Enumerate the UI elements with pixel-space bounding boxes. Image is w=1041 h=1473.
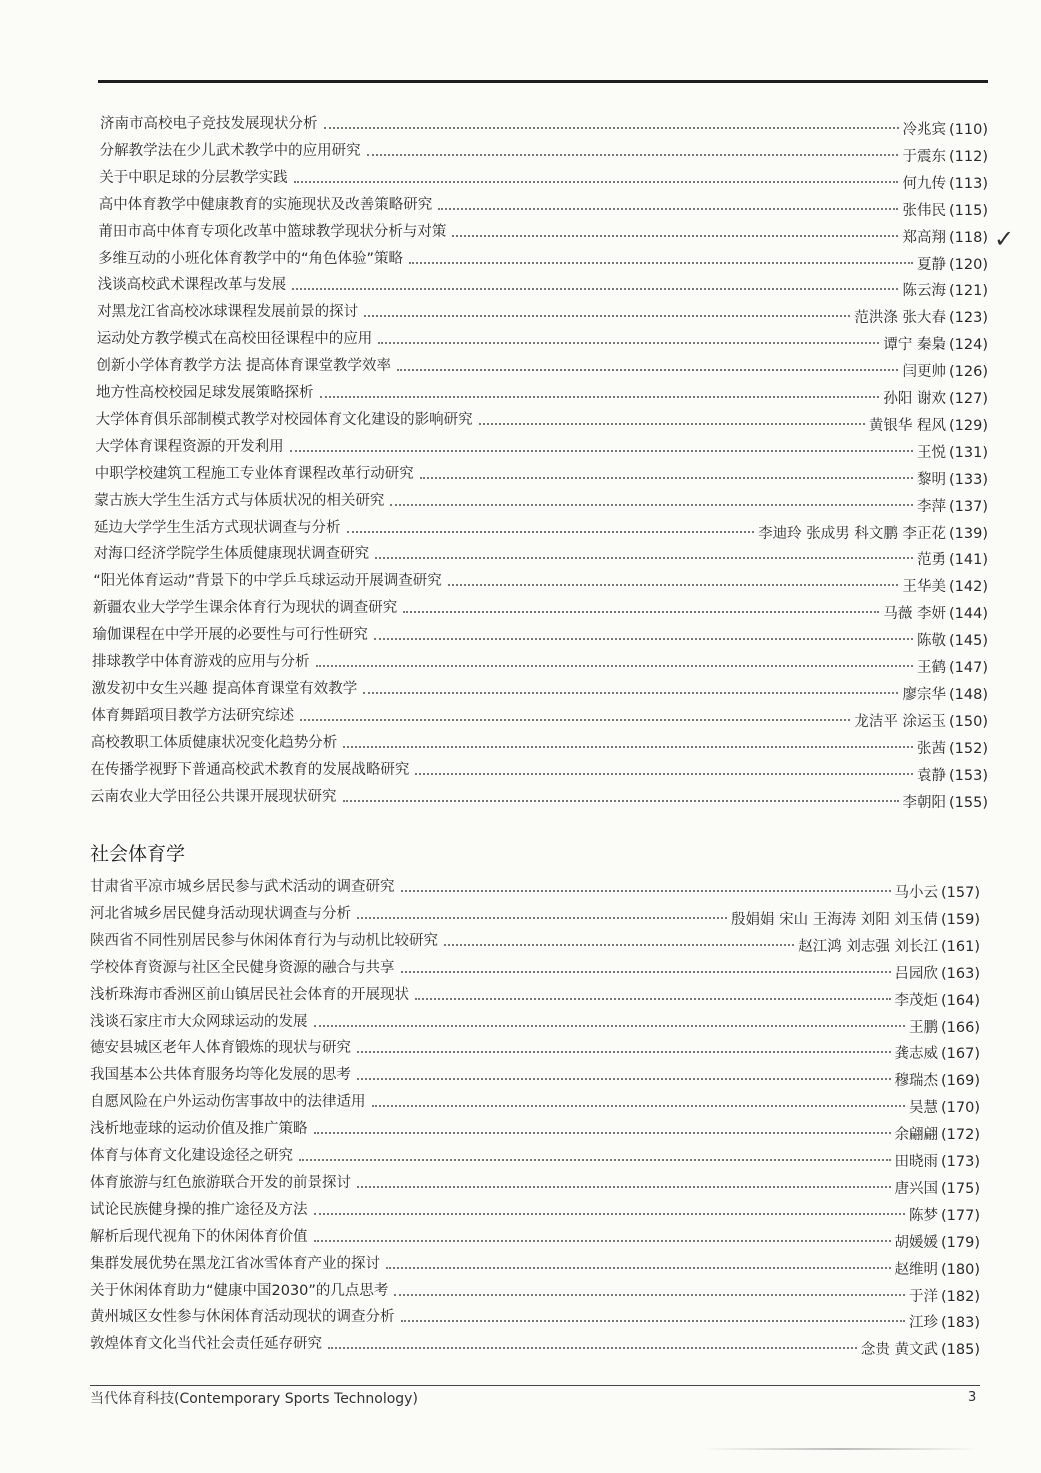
toc-entry	[90, 1006, 980, 1036]
toc-entry	[90, 1194, 980, 1224]
top-rule	[98, 80, 988, 83]
entry-page: (164)	[941, 992, 980, 1009]
entry-title: 试论民族健身操的推广途径及方法	[90, 1201, 308, 1218]
dot-leader	[438, 208, 898, 210]
entry-page: (137)	[948, 498, 988, 515]
toc-entry	[90, 1167, 980, 1197]
footer-journal-title: 当代体育科技(Contemporary Sports Technology)	[90, 1391, 418, 1407]
entry-page: (131)	[948, 444, 988, 461]
toc-entry	[90, 1113, 980, 1144]
toc-entry	[90, 1140, 980, 1170]
entry-page: (152)	[948, 740, 988, 757]
entry-author: 余翩翩	[894, 1127, 938, 1144]
toc-entry	[90, 979, 980, 1009]
entry-page: (179)	[941, 1234, 980, 1251]
entry-page: (133)	[948, 471, 988, 488]
entry-page: (141)	[948, 552, 988, 569]
entry-page: (145)	[948, 633, 988, 650]
dot-leader	[292, 288, 898, 290]
entry-title: 新疆农业大学学生课余体育行为现状的调查研究	[92, 600, 398, 617]
entry-page: (121)	[948, 283, 988, 300]
dot-leader	[479, 423, 865, 425]
dot-leader	[448, 584, 899, 586]
toc-entry	[90, 952, 980, 982]
entry-title: 自愿风险在户外运动伤害事故中的法律适用	[90, 1094, 366, 1111]
entry-page: (155)	[949, 794, 988, 811]
toc-entry	[90, 898, 980, 928]
dot-leader	[357, 1186, 891, 1188]
entry-author: 赵维明	[894, 1261, 938, 1278]
entry-author: 王鹤	[917, 660, 946, 676]
entry-page: (112)	[948, 148, 988, 165]
entry-title: 莆田市高中体育专项化改革中篮球教学现状分析与对策	[98, 223, 447, 240]
entry-page: (173)	[941, 1154, 980, 1170]
entry-page: (153)	[948, 767, 988, 784]
entry-title: 瑜伽课程在中学开展的必要性与可行性研究	[92, 627, 368, 644]
entry-author: 田晓雨	[894, 1154, 938, 1170]
entry-page: (166)	[941, 1019, 980, 1036]
toc-entry	[94, 485, 988, 515]
check-mark-icon: ✓	[994, 225, 1015, 253]
dot-leader	[415, 998, 891, 1000]
footer-rule	[90, 1385, 980, 1386]
entry-title: “阳光体育运动”背景下的中学乒乓球运动开展调查研究	[93, 573, 442, 590]
dot-leader	[314, 1213, 906, 1215]
dot-leader	[299, 1159, 891, 1161]
entry-author: 王悦	[916, 444, 946, 461]
dot-leader	[357, 1051, 891, 1053]
dot-leader	[409, 262, 913, 264]
toc-entry	[92, 646, 988, 676]
toc-entry	[90, 871, 980, 901]
entry-author: 李朝阳	[902, 794, 946, 811]
entry-author: 李茂炬	[894, 992, 938, 1009]
entry-title: 排球教学中体育游戏的应用与分析	[92, 654, 310, 670]
entry-author: 马小云	[894, 885, 938, 901]
dot-leader	[290, 450, 913, 452]
entry-author: 冷兆宾	[902, 122, 946, 138]
entry-page: (161)	[941, 938, 980, 955]
dot-leader	[343, 800, 899, 802]
entry-author: 张伟民	[902, 202, 946, 219]
entry-title: 大学体育课程资源的开发利用	[95, 438, 284, 455]
entry-title: 浅析珠海市香洲区前山镇居民社会体育的开展现状	[90, 986, 409, 1003]
entry-page: (139)	[949, 525, 988, 542]
toc-entry	[95, 431, 988, 461]
entry-title: 关于休闲体育助力“健康中国2030”的几点思考	[90, 1282, 389, 1299]
entry-title: 延边大学学生生活方式现状调查与分析	[94, 519, 341, 536]
dot-leader	[316, 665, 914, 667]
entry-author: 赵江鸿 刘志强 刘长江	[798, 938, 938, 955]
toc-entry	[90, 1086, 980, 1117]
toc-entry	[90, 754, 988, 784]
dot-leader	[300, 719, 850, 721]
entry-title: 解析后现代视角下的休闲体育价值	[90, 1228, 308, 1245]
entry-title: 体育舞蹈项目教学方法研究综述	[91, 707, 295, 724]
entry-title: 我国基本公共体育服务均等化发展的思考	[90, 1067, 351, 1084]
entry-title: 陕西省不同性别居民参与休闲体育行为与动机比较研究	[90, 932, 438, 949]
toc-entry	[90, 1328, 980, 1359]
entry-page: (170)	[941, 1100, 980, 1117]
dot-leader	[372, 1105, 906, 1107]
entry-title: 关于中职足球的分层教学实践	[99, 169, 288, 186]
dot-leader	[401, 971, 891, 973]
entry-author: 谭宁 秦梟	[883, 337, 946, 354]
entry-author: 江珍	[909, 1315, 938, 1332]
section-heading: 社会体育学	[90, 843, 186, 865]
entry-page: (185)	[941, 1342, 980, 1359]
dot-leader	[343, 746, 913, 748]
toc-entry	[99, 162, 988, 192]
toc-entry	[93, 538, 988, 569]
toc-entry	[98, 189, 988, 219]
toc-entry	[96, 323, 988, 354]
entry-page: (124)	[948, 337, 988, 354]
entry-page: (123)	[948, 310, 988, 327]
entry-author: 唐兴国	[894, 1180, 938, 1197]
entry-title: 学校体育资源与社区全民健身资源的融合与共享	[90, 959, 395, 976]
entry-page: (157)	[941, 885, 980, 901]
entry-title: 运动处方教学模式在高校田径课程中的应用	[96, 331, 373, 348]
toc-entry	[90, 1275, 980, 1305]
dot-leader	[452, 235, 898, 237]
dot-leader	[320, 396, 880, 398]
toc-entry	[92, 619, 988, 650]
dot-leader	[357, 917, 727, 919]
dot-leader	[415, 773, 913, 775]
entry-title: 德安县城区老年人体育锻炼的现状与研究	[90, 1040, 351, 1057]
entry-title: 浅析地壶球的运动价值及推广策略	[90, 1121, 308, 1138]
scan-edge-mark	[700, 1448, 980, 1450]
entry-title: 高中体育教学中健康教育的实施现状及改善策略研究	[98, 196, 433, 213]
dot-leader	[363, 692, 898, 694]
entry-author: 范勇	[916, 552, 946, 569]
entry-title: 分解教学法在少儿武术教学中的应用研究	[99, 142, 361, 159]
entry-title: 云南农业大学田径公共课开展现状研究	[90, 788, 337, 805]
entry-page: (163)	[941, 965, 980, 982]
entry-page: (180)	[941, 1261, 980, 1278]
entry-page: (120)	[949, 256, 988, 273]
dot-leader	[328, 1347, 857, 1349]
dot-leader	[324, 127, 899, 129]
dot-leader	[294, 181, 899, 183]
entry-author: 廖宗华	[902, 686, 946, 703]
toc-entry	[98, 216, 988, 246]
entry-title: 体育与体育文化建设途径之研究	[90, 1148, 293, 1164]
entry-title: 多维互动的小班化体育教学中的“角色体验”策略	[98, 250, 404, 267]
dot-leader	[357, 1078, 891, 1080]
entry-page: (110)	[949, 122, 988, 138]
entry-author: 李萍	[916, 498, 946, 515]
entry-title: 大学体育俱乐部制模式教学对校园体育文化建设的影响研究	[95, 411, 473, 428]
entry-author: 范洪涤 张大春	[854, 310, 946, 327]
entry-page: (113)	[948, 175, 988, 192]
dot-leader	[314, 1132, 891, 1134]
dot-leader	[378, 342, 879, 344]
toc-entry	[90, 925, 980, 955]
entry-title: 高校教职工体质健康状况变化趋势分析	[90, 734, 338, 751]
entry-author: 马薇 李妍	[883, 606, 946, 623]
entry-author: 念贵 黄文武	[860, 1342, 938, 1359]
dot-leader	[420, 477, 913, 479]
dot-leader	[375, 557, 913, 559]
entry-page: (147)	[949, 660, 988, 676]
entry-title: 蒙古族大学生生活方式与体质状况的相关研究	[94, 492, 385, 509]
entry-author: 吕园欣	[894, 965, 938, 982]
entry-author: 龙洁平 涂运玉	[854, 713, 946, 730]
entry-author: 于震东	[902, 148, 946, 165]
entry-page: (127)	[949, 391, 988, 407]
toc-entry	[97, 296, 988, 327]
toc-entry	[90, 1059, 980, 1090]
entry-author: 王鹏	[909, 1019, 938, 1036]
toc-entry	[90, 781, 988, 811]
dot-leader	[374, 638, 913, 640]
entry-author: 殷娟娟 宋山 王海涛 刘阳 刘玉倩	[731, 911, 938, 928]
entry-author: 吴慧	[909, 1100, 938, 1117]
dot-leader	[401, 1320, 906, 1322]
entry-page: (182)	[941, 1288, 980, 1305]
entry-page: (115)	[948, 202, 988, 219]
entry-author: 何九传	[902, 175, 946, 192]
entry-author: 王华美	[902, 579, 946, 596]
entry-author: 李迪玲 张成男 科文鹏 李正花	[758, 525, 946, 542]
entry-page: (118)	[948, 229, 988, 246]
entry-page: (167)	[941, 1046, 980, 1063]
dot-leader	[390, 504, 913, 506]
entry-title: 地方性高校校园足球发展策略探析	[96, 385, 314, 401]
entry-title: 敦煌体育文化当代社会责任延存研究	[90, 1336, 322, 1353]
toc-entry	[97, 269, 988, 300]
toc-entry	[98, 243, 988, 273]
entry-author: 陈梦	[909, 1207, 938, 1224]
entry-title: 济南市高校电子竞技发展现状分析	[100, 116, 318, 132]
toc-entry	[100, 108, 988, 138]
entry-author: 胡媛媛	[894, 1234, 938, 1251]
entry-page: (172)	[941, 1127, 980, 1144]
dot-leader	[364, 315, 850, 317]
entry-author: 郑高翔	[902, 229, 946, 246]
entry-author: 夏静	[917, 256, 946, 273]
entry-page: (159)	[941, 911, 980, 928]
dot-leader	[347, 531, 755, 533]
entry-title: 在传播学视野下普通高校武术教育的发展战略研究	[90, 761, 410, 778]
footer-page-number: 3	[968, 1390, 977, 1405]
dot-leader	[386, 1267, 891, 1269]
dot-leader	[397, 369, 898, 371]
entry-page: (175)	[941, 1180, 980, 1197]
entry-page: (169)	[941, 1073, 980, 1090]
entry-title: 创新小学体育教学方法 提高体育课堂教学效率	[96, 358, 391, 375]
entry-page: (129)	[948, 417, 988, 434]
entry-title: 中职学校建筑工程施工专业体育课程改革行动研究	[94, 465, 414, 482]
entry-author: 陈敬	[916, 633, 946, 650]
entry-title: 甘肃省平凉市城乡居民参与武术活动的调查研究	[90, 879, 395, 895]
entry-page: (150)	[948, 713, 988, 730]
entry-page: (126)	[948, 364, 988, 381]
dot-leader	[401, 890, 891, 892]
entry-title: 对海口经济学院学生体质健康现状调查研究	[93, 546, 370, 563]
toc-entry	[99, 135, 988, 165]
entry-author: 闫更帅	[902, 364, 946, 381]
toc-entry	[91, 673, 988, 703]
entry-page: (144)	[948, 606, 988, 623]
entry-author: 袁静	[916, 767, 946, 784]
toc-entry	[90, 1032, 980, 1063]
toc-entry	[93, 565, 988, 596]
toc-entry	[90, 727, 988, 757]
entry-author: 黎明	[916, 471, 946, 488]
toc-entry	[91, 700, 988, 730]
dot-leader	[314, 1025, 906, 1027]
entry-title: 对黑龙江省高校冰球课程发展前景的探讨	[97, 304, 359, 321]
entry-title: 体育旅游与红色旅游联合开发的前景探讨	[90, 1174, 351, 1191]
entry-title: 激发初中女生兴趣 提高体育课堂有效教学	[91, 680, 358, 697]
entry-page: (148)	[948, 686, 988, 703]
entry-author: 孙阳 谢欢	[883, 391, 946, 407]
entry-page: (183)	[941, 1315, 980, 1332]
entry-title: 黄州城区女性参与休闲体育活动现状的调查分析	[90, 1309, 395, 1326]
toc-entry	[96, 377, 988, 407]
dot-leader	[314, 1240, 891, 1242]
entry-author: 张茜	[916, 740, 946, 757]
toc-entry	[90, 1248, 980, 1278]
dot-leader	[367, 154, 899, 156]
toc-entry	[92, 592, 988, 623]
entry-author: 黄银华 程风	[868, 417, 946, 434]
entry-title: 集群发展优势在黑龙江省冰雪体育产业的探讨	[90, 1255, 380, 1272]
entry-page: (142)	[948, 579, 988, 596]
dot-leader	[394, 1294, 905, 1296]
dot-leader	[444, 944, 794, 946]
entry-title: 河北省城乡居民健身活动现状调查与分析	[90, 905, 351, 922]
entry-author: 穆瑞杰	[894, 1073, 938, 1090]
toc-entry	[94, 512, 988, 542]
entry-title: 浅谈石家庄市大众网球运动的发展	[90, 1013, 308, 1030]
entry-author: 于洋	[909, 1288, 938, 1305]
toc-entry	[96, 350, 988, 381]
toc-entry	[94, 458, 988, 488]
dot-leader	[403, 611, 879, 613]
entry-author: 龚志威	[894, 1046, 938, 1063]
entry-title: 浅谈高校武术课程改革与发展	[97, 277, 287, 294]
entry-author: 陈云海	[902, 283, 946, 300]
toc-entry	[90, 1221, 980, 1251]
toc-entry	[95, 404, 988, 434]
toc-entry	[90, 1301, 980, 1332]
entry-page: (177)	[941, 1207, 980, 1224]
